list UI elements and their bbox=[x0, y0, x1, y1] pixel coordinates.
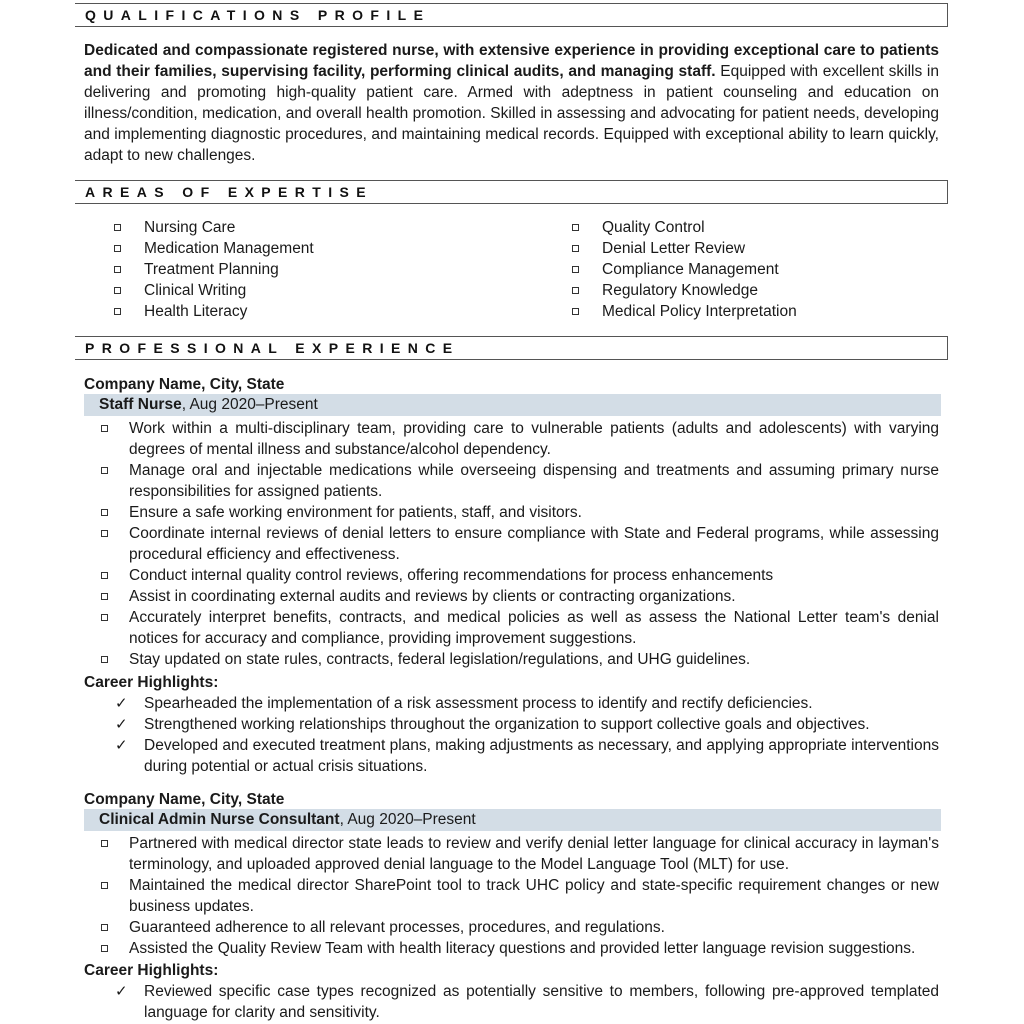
checkmark-icon: ✓ bbox=[115, 983, 128, 1000]
list-item: Denial Letter Review bbox=[0, 238, 1024, 259]
list-item: Quality Control bbox=[0, 217, 1024, 238]
list-item: Clinical Writing bbox=[0, 280, 520, 301]
square-bullet-icon bbox=[101, 593, 108, 600]
list-item: Work within a multi-disciplinary team, providing care to vulnerable patients (adults and adolescents) with varying degrees of mental illness and substance/alcohol dependency. bbox=[0, 418, 939, 460]
list-item: ✓ Spearheaded the implementation of a risk assessment process to identify and rectify deficiencies. bbox=[115, 695, 813, 712]
career-highlights-heading: Career Highlights: bbox=[84, 674, 219, 691]
checkmark-icon: ✓ bbox=[115, 737, 128, 754]
section-title: AREAS OF EXPERTISE bbox=[85, 184, 374, 200]
square-bullet-icon bbox=[101, 656, 108, 663]
square-bullet-icon bbox=[572, 224, 579, 231]
qualifications-summary bbox=[84, 40, 939, 166]
list-item: ✓ Strengthened working relationships throughout the organization to support collective goals and objectives. bbox=[115, 716, 870, 733]
square-bullet-icon bbox=[101, 572, 108, 579]
summary-body: Equipped with excellent skills in delivering and promoting high-quality patient care. Armed with adeptness in patient counseling and education on illness/condition, medication, and overall health promotion. Skilled in assessing and advocating for patient needs, developing and implementing diagnostic procedures, and maintaining medical records. Equipped with exceptional ability to learn quickly, adapt to new challenges. bbox=[84, 63, 939, 164]
list-item: Manage oral and injectable medications while overseeing dispensing and treatments and assuming primary nurse responsibilities for assigned patients. bbox=[0, 460, 939, 502]
list-item: ✓ Developed and executed treatment plans, making adjustments as necessary, and applying appropriate interventions during potential or actual crisis situations. bbox=[115, 737, 939, 775]
list-item: Maintained the medical director SharePoint tool to track UHC policy and state-specific requirement changes or new business updates. bbox=[0, 875, 939, 917]
square-bullet-icon bbox=[101, 882, 108, 889]
job-title-bar bbox=[84, 394, 941, 416]
square-bullet-icon bbox=[572, 266, 579, 273]
square-bullet-icon bbox=[101, 614, 108, 621]
summary-lead: Dedicated and compassionate registered nurse, with extensive experience in providing exceptional care to patients and their families, supervising facility, performing clinical audits, and managing staff. bbox=[84, 42, 939, 80]
career-highlights-heading: Career Highlights: bbox=[84, 962, 219, 979]
square-bullet-icon bbox=[101, 924, 108, 931]
job-duties-list bbox=[0, 833, 1024, 959]
list-item: Accurately interpret benefits, contracts, and medical policies as well as assess the National Letter team's denial notices for accuracy and compliance, providing improvement suggestions. bbox=[0, 607, 939, 649]
career-highlights-list bbox=[0, 981, 1024, 1023]
job-dates: , Aug 2020–Present bbox=[181, 396, 318, 413]
job-title-bar bbox=[84, 809, 941, 831]
list-item: Compliance Management bbox=[0, 259, 1024, 280]
company-name: Company Name, City, State bbox=[84, 376, 285, 393]
square-bullet-icon bbox=[572, 245, 579, 252]
square-bullet-icon bbox=[101, 467, 108, 474]
checkmark-icon: ✓ bbox=[115, 716, 128, 733]
list-item: Medication Management bbox=[0, 238, 520, 259]
list-item: Regulatory Knowledge bbox=[0, 280, 1024, 301]
list-item: Treatment Planning bbox=[0, 259, 520, 280]
square-bullet-icon bbox=[101, 945, 108, 952]
section-header-qualifications bbox=[75, 3, 948, 27]
section-header-expertise bbox=[75, 180, 948, 204]
list-item: Coordinate internal reviews of denial letters to ensure compliance with State and Federal programs, while assessing procedural efficiency and effectiveness. bbox=[0, 523, 939, 565]
square-bullet-icon bbox=[572, 308, 579, 315]
list-item: Conduct internal quality control reviews, offering recommendations for process enhancements bbox=[0, 565, 939, 586]
section-title: PROFESSIONAL EXPERIENCE bbox=[85, 340, 460, 356]
section-title: QUALIFICATIONS PROFILE bbox=[85, 7, 431, 23]
list-item: Guaranteed adherence to all relevant processes, procedures, and regulations. bbox=[0, 917, 939, 938]
expertise-column-right bbox=[0, 217, 1024, 322]
list-item: Ensure a safe working environment for patients, staff, and visitors. bbox=[0, 502, 939, 523]
list-item: Assisted the Quality Review Team with health literacy questions and provided letter language revision suggestions. bbox=[0, 938, 939, 959]
career-highlights-list bbox=[0, 693, 1024, 777]
job-title: Clinical Admin Nurse Consultant bbox=[99, 811, 340, 828]
square-bullet-icon bbox=[572, 287, 579, 294]
job-title: Staff Nurse bbox=[99, 396, 182, 413]
list-item: Stay updated on state rules, contracts, federal legislation/regulations, and UHG guidelines. bbox=[0, 649, 939, 670]
list-item: Medical Policy Interpretation bbox=[0, 301, 1024, 322]
list-item: Assist in coordinating external audits and reviews by clients or contracting organizations. bbox=[0, 586, 939, 607]
list-item: Partnered with medical director state leads to review and verify denial letter language for clinical accuracy in layman's terminology, and uploaded approved denial language to the Model Language Tool (MLT) for use. bbox=[0, 833, 939, 875]
list-item: Health Literacy bbox=[0, 301, 520, 322]
company-name: Company Name, City, State bbox=[84, 791, 285, 808]
job-duties-list bbox=[0, 418, 1024, 670]
square-bullet-icon bbox=[101, 425, 108, 432]
checkmark-icon: ✓ bbox=[115, 695, 128, 712]
square-bullet-icon bbox=[101, 840, 108, 847]
square-bullet-icon bbox=[101, 530, 108, 537]
square-bullet-icon bbox=[101, 509, 108, 516]
list-item: Nursing Care bbox=[0, 217, 520, 238]
section-header-experience bbox=[75, 336, 948, 360]
job-dates: , Aug 2020–Present bbox=[339, 811, 476, 828]
list-item: ✓ Reviewed specific case types recognized as potentially sensitive to members, following pre-approved templated language for clarity and sensitivity. bbox=[115, 983, 939, 1021]
